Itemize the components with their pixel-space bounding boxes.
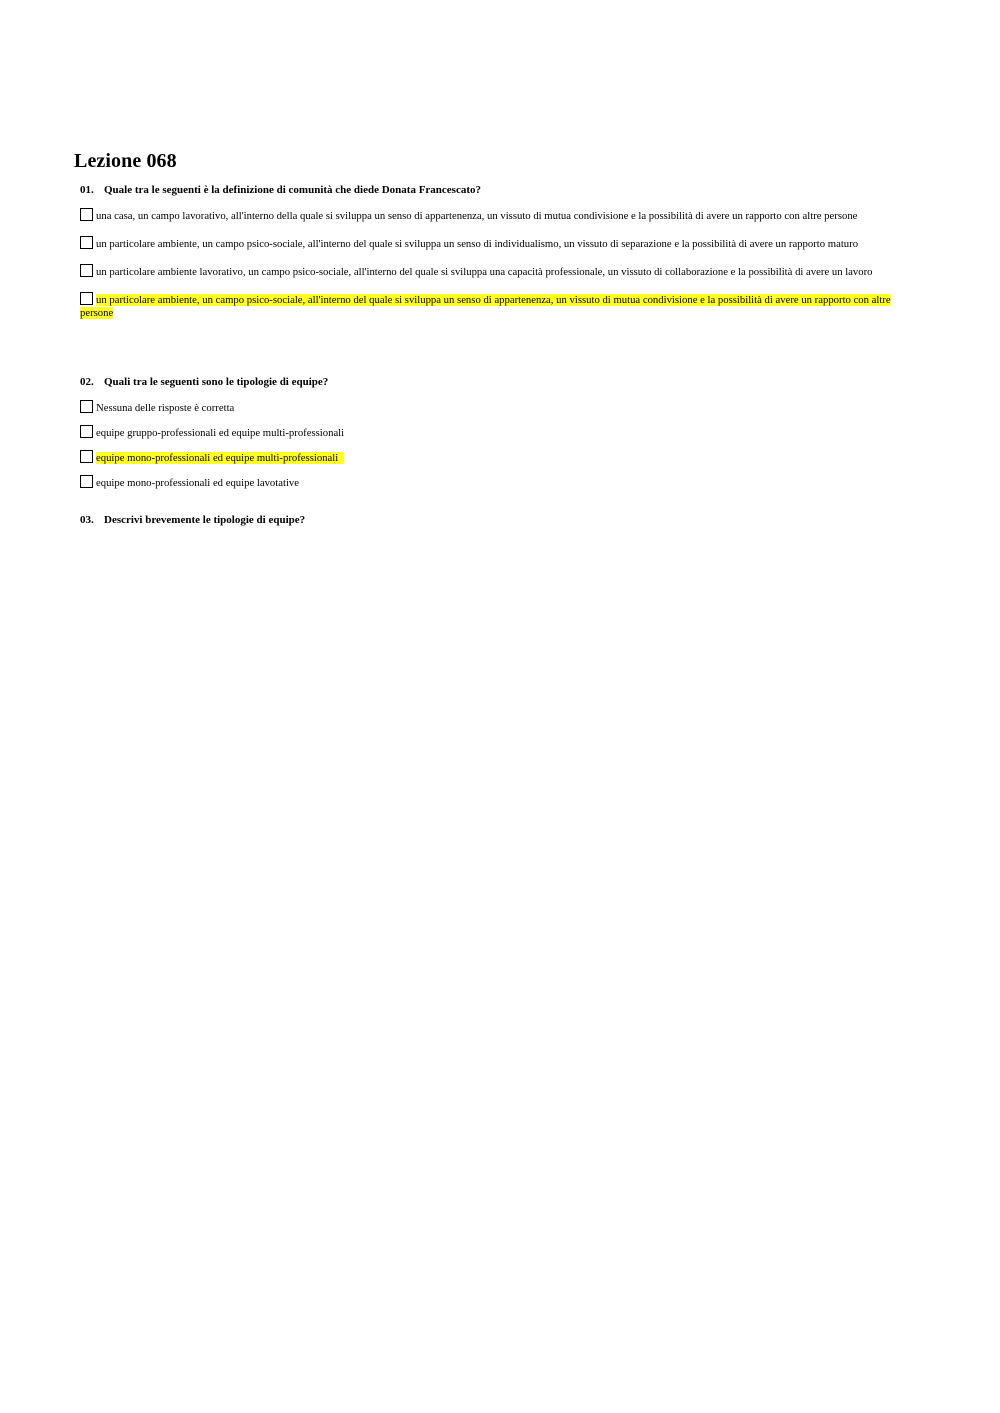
question-heading: [80, 514, 910, 526]
answer-checkbox[interactable]: [80, 292, 93, 305]
answer-list: [80, 208, 910, 320]
lesson-title: Lezione 068: [74, 150, 177, 172]
question-number: 01.: [80, 184, 94, 196]
answer-text: equipe gruppo-professionali ed equipe multi-professionali: [96, 427, 345, 439]
answer-checkbox[interactable]: [80, 450, 93, 463]
question-02: [80, 376, 910, 500]
answer-checkbox[interactable]: [80, 425, 93, 438]
question-heading: [80, 184, 910, 196]
answer-text: equipe mono-professionali ed equipe lavotative: [96, 477, 299, 489]
answer-text: un particolare ambiente lavorativo, un campo psico-sociale, all'interno del quale si sviluppa una capacità professionale, un vissuto di collaborazione e la possibilità di avere un lavoro: [96, 266, 873, 278]
answer-option: [80, 475, 910, 490]
answer-option: [80, 400, 910, 415]
answer-checkbox[interactable]: [80, 264, 93, 277]
answer-option-highlighted: [80, 292, 910, 320]
answer-checkbox[interactable]: [80, 475, 93, 488]
answer-option: [80, 208, 910, 223]
answer-text: un particolare ambiente, un campo psico-sociale, all'interno del quale si sviluppa un senso di individualismo, un vissuto di separazione e la possibilità di avere un rapporto maturo: [96, 238, 859, 250]
question-03: [80, 514, 910, 526]
answer-checkbox[interactable]: [80, 236, 93, 249]
answer-text: un particolare ambiente, un campo psico-sociale, all'interno del quale si sviluppa un senso di appartenenza, un vissuto di mutua condivisione e la possibilità di avere un rapporto con altre persone: [80, 294, 891, 319]
question-heading: [80, 376, 910, 388]
question-text: Quale tra le seguenti è la definizione di comunità che diede Donata Francescato?: [104, 184, 482, 196]
question-number: 02.: [80, 376, 94, 388]
question-text: Descrivi brevemente le tipologie di equipe?: [104, 514, 306, 526]
answer-option: [80, 425, 910, 440]
answer-list: [80, 400, 910, 490]
answer-text: una casa, un campo lavorativo, all'interno della quale si sviluppa un senso di appartenenza, un vissuto di mutua condivisione e la possibilità di avere un rapporto con altre persone: [96, 210, 858, 222]
answer-checkbox[interactable]: [80, 208, 93, 221]
answer-text: Nessuna delle risposte è corretta: [96, 402, 235, 414]
question-text: Quali tra le seguenti sono le tipologie di equipe?: [104, 376, 329, 388]
answer-text: equipe mono-professionali ed equipe multi-professionali: [96, 452, 339, 464]
answer-checkbox[interactable]: [80, 400, 93, 413]
question-01: [80, 184, 910, 333]
answer-option: [80, 236, 910, 251]
answer-option: [80, 264, 910, 279]
answer-option-highlighted: [80, 450, 910, 465]
question-number: 03.: [80, 514, 94, 526]
